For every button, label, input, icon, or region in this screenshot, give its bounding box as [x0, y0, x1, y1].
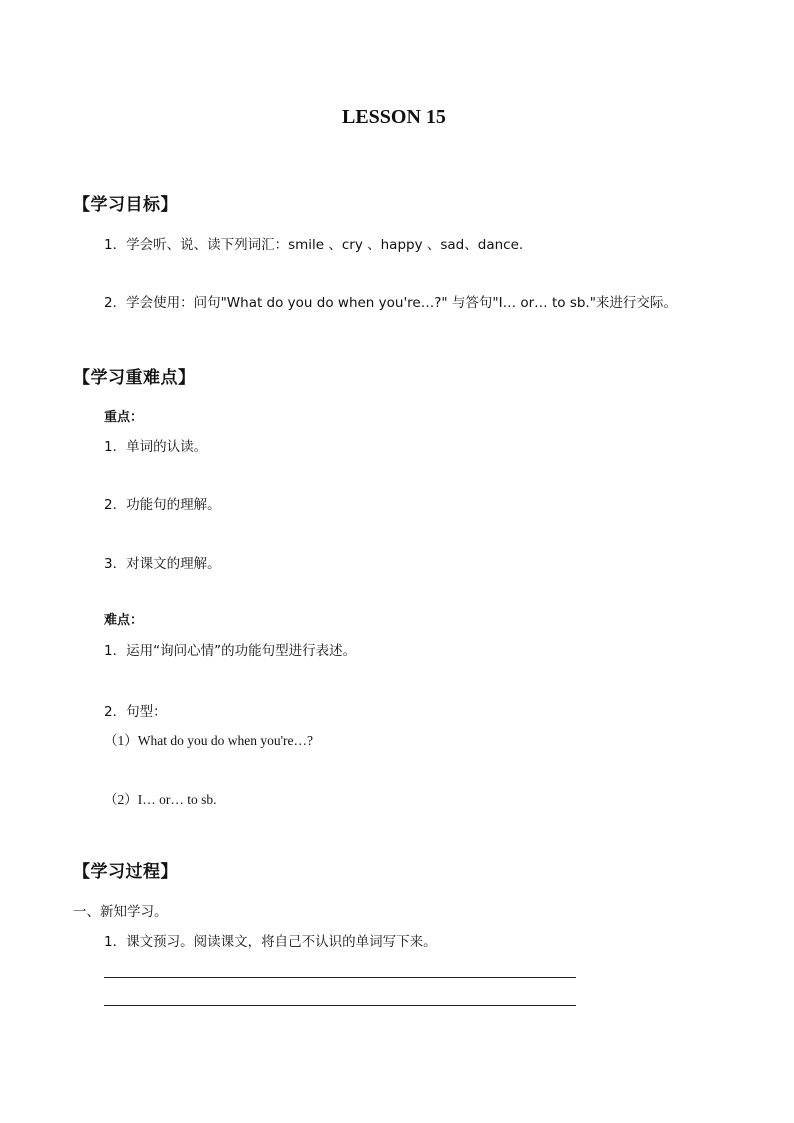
difficulty-item-2: 2．句型： — [104, 704, 167, 720]
focus-item-1: 1．单词的认读。 — [104, 439, 208, 455]
focus-item-3: 3．对课文的理解。 — [104, 556, 221, 572]
objectives-heading: 【学习目标】 — [73, 195, 178, 215]
focus-item-2: 2．功能句的理解。 — [104, 497, 221, 513]
difficulty-item-1: 1．运用“询问心情”的功能句型进行表述。 — [104, 643, 357, 659]
objective-item-1: 1．学会听、说、读下列词汇：smile 、cry 、happy 、sad、dance. — [104, 237, 524, 253]
process-heading: 【学习过程】 — [73, 862, 178, 882]
key-points-heading: 【学习重难点】 — [73, 368, 196, 388]
process-part-1: 一、新知学习。 — [73, 904, 168, 920]
process-step-1: 1．课文预习。阅读课文，将自己不认识的单词写下来。 — [104, 934, 437, 950]
sentence-pattern-1: （1）What do you do when you're…? — [104, 733, 314, 748]
answer-line-2 — [104, 1005, 576, 1006]
objective-item-2: 2．学会使用：问句"What do you do when you're…?" 与答句"I… or… to sb."来进行交际。 — [104, 295, 677, 311]
difficulty-label: 难点： — [104, 613, 144, 628]
answer-line-1 — [104, 977, 576, 978]
sentence-pattern-2: （2）I… or… to sb. — [104, 792, 217, 807]
page-title: LESSON 15 — [342, 106, 446, 128]
focus-label: 重点： — [104, 410, 144, 425]
